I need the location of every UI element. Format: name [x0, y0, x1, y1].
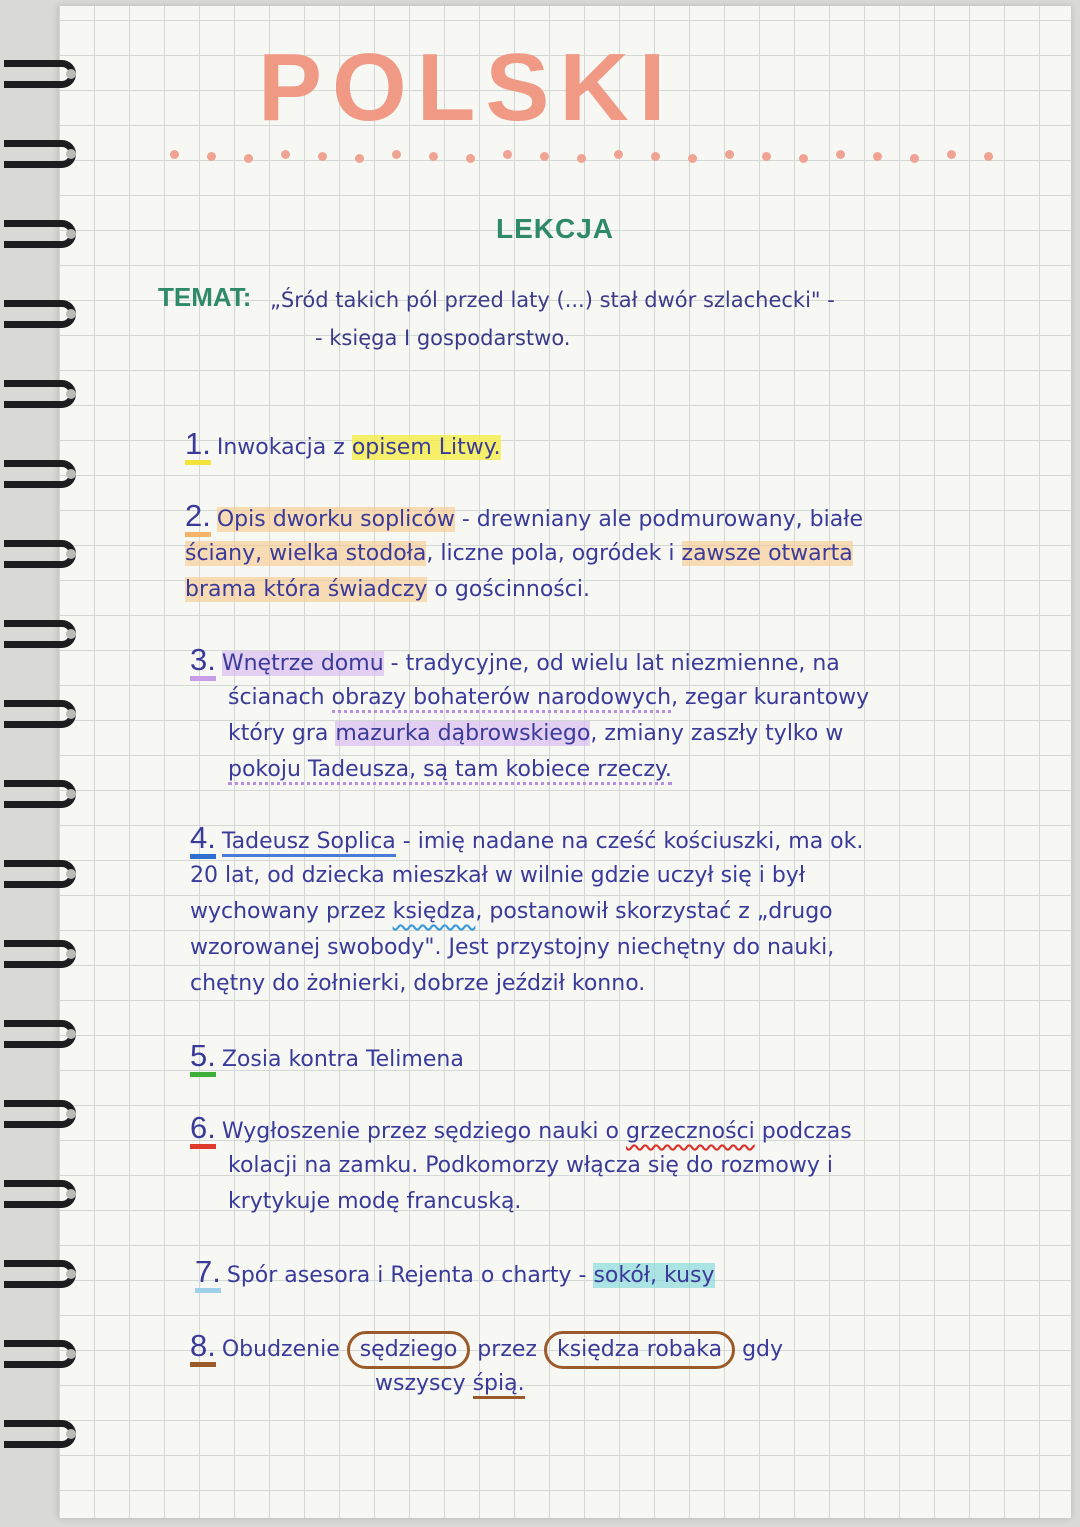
divider-dot [947, 150, 956, 159]
emphasized-text: pokoju Tadeusza, są tam kobiece rzeczy. [228, 757, 672, 785]
note-text: - tradycyjne, od wielu lat niezmienne, na [383, 651, 840, 676]
note-text: kolacji na zamku. Podkomorzy włącza się do rozmowy i [228, 1153, 833, 1178]
note-text: , postanowił skorzystać z „drugo [475, 899, 833, 924]
divider-dot [503, 150, 512, 159]
note-line [190, 966, 645, 1002]
emphasized-text: opisem Litwy. [351, 435, 501, 460]
punch-hole [66, 149, 76, 159]
emphasized-text: księdza [392, 899, 476, 924]
note-line [185, 536, 853, 572]
emphasized-text: zawsze otwarta [681, 541, 853, 566]
note-line [190, 858, 805, 894]
emphasized-text: grzeczności [625, 1119, 755, 1144]
note-text: 20 lat, od dziecka mieszkał w wilnie gdzie uczył się i był [190, 863, 806, 888]
note-line [228, 1184, 521, 1220]
item-number: 1. [185, 428, 211, 465]
emphasized-text: sokół, kusy [593, 1263, 715, 1288]
divider-dot [725, 150, 734, 159]
divider-dot [577, 154, 586, 163]
divider-dot [429, 152, 438, 161]
decorative-dot-divider [170, 150, 1030, 170]
note-text: , zmiany zaszły tylko w [590, 721, 844, 746]
item-number: 7. [195, 1256, 221, 1293]
note-text: o gościnności. [427, 577, 590, 602]
note-line [228, 680, 869, 716]
punch-hole [66, 1109, 76, 1119]
emphasized-text: Wnętrze domu [221, 651, 384, 676]
divider-dot [984, 152, 993, 161]
divider-dot [392, 150, 401, 159]
note-text: Obudzenie [221, 1337, 347, 1362]
divider-dot [244, 154, 253, 163]
note-text: Spór asesora i Rejenta o charty - [226, 1263, 594, 1288]
spiral-binding [0, 0, 90, 1527]
punch-hole [66, 709, 76, 719]
note-text: podczas [754, 1119, 852, 1144]
emphasized-text: ściany, wielka stodoła [185, 541, 427, 566]
note-line [190, 930, 834, 966]
note-line [228, 1148, 833, 1184]
note-line [190, 894, 833, 930]
divider-dot [836, 150, 845, 159]
divider-dot [355, 154, 364, 163]
note-line [190, 644, 840, 682]
punch-hole [66, 469, 76, 479]
item-number: 6. [190, 1112, 216, 1149]
note-text: wzorowanej swobody". Jest przystojny niechętny do nauki, [190, 935, 835, 960]
topic-line-1: „Śród takich pól przed laty (...) stał dwór szlachecki" - [270, 288, 835, 312]
note-text: - imię nadane na cześć kościuszki, ma ok. [395, 829, 864, 854]
divider-dot [651, 152, 660, 161]
divider-dot [466, 154, 475, 163]
punch-hole [66, 1429, 76, 1439]
note-line [190, 1040, 464, 1078]
note-text: , liczne pola, ogródek i [426, 541, 682, 566]
punch-hole [66, 1269, 76, 1279]
divider-dot [540, 152, 549, 161]
note-text: który gra [228, 721, 336, 746]
emphasized-text: Tadeusz Soplica [222, 829, 396, 857]
punch-hole [66, 549, 76, 559]
punch-hole [66, 789, 76, 799]
divider-dot [799, 154, 808, 163]
note-text: wszyscy [375, 1371, 473, 1396]
note-text: Inwokacja z [216, 435, 352, 460]
divider-dot [762, 152, 771, 161]
item-number: 3. [190, 644, 216, 681]
punch-hole [66, 309, 76, 319]
divider-dot [910, 154, 919, 163]
punch-hole [66, 1029, 76, 1039]
note-line [228, 752, 672, 788]
note-line [375, 1366, 525, 1402]
punch-hole [66, 389, 76, 399]
note-line [195, 1256, 715, 1294]
divider-dot [688, 154, 697, 163]
punch-hole [66, 949, 76, 959]
divider-dot [614, 150, 623, 159]
punch-hole [66, 869, 76, 879]
topic-label: TEMAT: [158, 282, 252, 312]
emphasized-text: śpią. [473, 1371, 525, 1399]
note-line [228, 716, 843, 752]
emphasized-text: obrazy bohaterów narodowych [332, 685, 671, 713]
note-text: Zosia kontra Telimena [221, 1047, 464, 1072]
note-line [190, 1330, 783, 1369]
item-number: 5. [190, 1040, 216, 1077]
emphasized-text: Opis dworku sopliców [216, 507, 455, 532]
note-line [190, 1112, 852, 1150]
note-line [190, 822, 863, 860]
note-text: krytykuje modę francuską. [228, 1189, 522, 1214]
punch-hole [66, 1189, 76, 1199]
note-text: , zegar kurantowy [671, 685, 870, 710]
note-text: ścianach [228, 685, 332, 710]
emphasized-text: mazurka dąbrowskiego [335, 721, 591, 746]
punch-hole [66, 69, 76, 79]
note-text: Wygłoszenie przez sędziego nauki o [221, 1119, 626, 1144]
page-title: POLSKI [258, 34, 676, 141]
note-line [185, 572, 590, 608]
divider-dot [873, 152, 882, 161]
note-text: chętny do żołnierki, dobrze jeździł konno. [190, 971, 646, 996]
note-line [185, 500, 863, 538]
note-text: przez [470, 1337, 544, 1362]
divider-dot [318, 152, 327, 161]
lesson-heading: LEKCJA [496, 213, 615, 244]
divider-dot [207, 152, 216, 161]
item-number: 2. [185, 500, 211, 537]
punch-hole [66, 629, 76, 639]
emphasized-text: księdza robaka [544, 1331, 735, 1369]
divider-dot [281, 150, 290, 159]
divider-dot [170, 150, 179, 159]
note-text: gdy [735, 1337, 784, 1362]
topic-line-2: - księga I gospodarstwo. [315, 326, 571, 350]
note-text: - drewniany ale podmurowany, białe [454, 507, 863, 532]
note-text: wychowany przez [190, 899, 393, 924]
emphasized-text: brama która świadczy [185, 577, 428, 602]
punch-hole [66, 229, 76, 239]
emphasized-text: sędziego [347, 1331, 471, 1369]
note-line [185, 428, 501, 466]
punch-hole [66, 1349, 76, 1359]
item-number: 4. [190, 822, 216, 859]
item-number: 8. [190, 1330, 216, 1367]
